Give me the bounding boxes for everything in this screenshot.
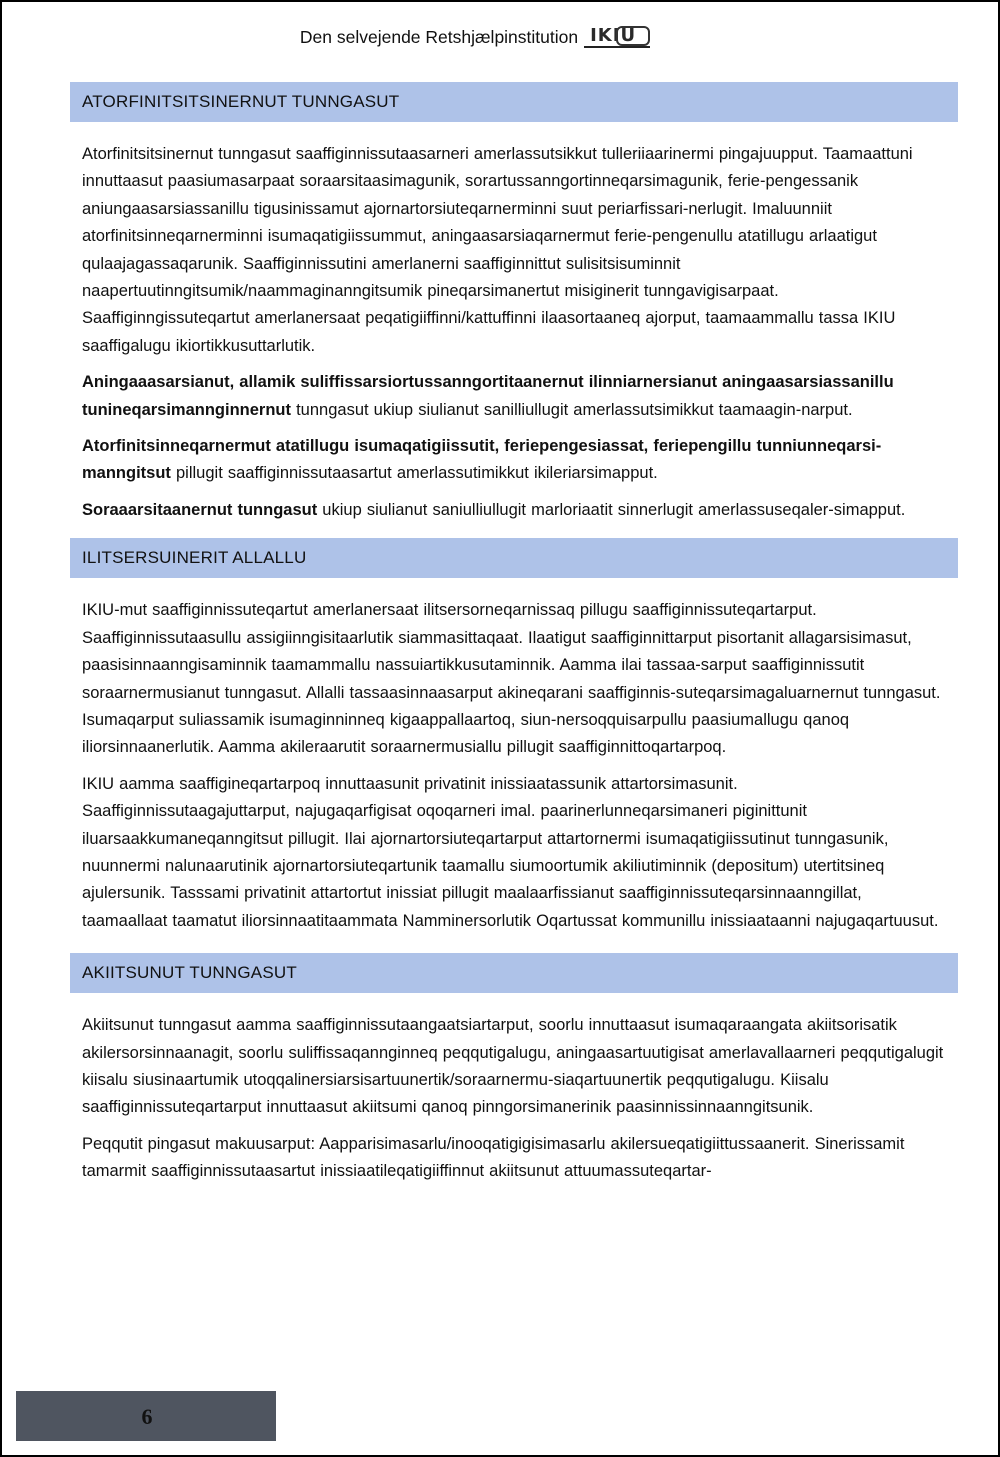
paragraph xyxy=(70,433,958,488)
paragraph: IKIU-mut saaffiginnissuteqartut amerlanersaat ilitsersorneqarnissaq pillugu saaffiginnissuteqartarput. Saaffiginnissutaasullu assigiinngisitaarlutik siammasittaqaat. Ilaatigut saaffiginnittarput pisortanit allagarsisimasut, paasisinnaanngisaminnik taamammallu nassuiartikkusutaminnik. Aamma ilai tassaa-sarput saaffiginnissutit soraarnermusianut tunngasut. Allalli tassaasinnaasarput akineqarani saaffiginnis-suteqarsimagaluarnernut tunngasut. Isumaqarput suliassamik isumaginninneq kigaappallaartoq, siun-nersoqquisarpullu paasiumallugu qanoq iliorsinnaanerlutik. Aamma akileraarutit soraarnermusiallu pillugit saaffiginnittoqartarpoq. xyxy=(82,601,941,757)
section-heading-ilitsersuinerit: ILITSERSUINERIT ALLALLU xyxy=(70,538,958,578)
section-heading-atorfinitsitsinernut: ATORFINITSITSINERNUT TUNNGASUT xyxy=(70,82,958,122)
paragraph xyxy=(70,497,958,524)
paragraph-text: tunngasut ukiup siulianut sanilliullugit amerlassutsimikkut taamaagin-narput. xyxy=(291,400,853,419)
page-header xyxy=(0,26,1000,48)
paragraph-text: ukiup siulianut saniulliullugit marloriaatit sinnerlugit amerlassuseqaler-simapput. xyxy=(317,500,906,519)
paragraph-text: pillugit saaffiginnissutaasartut amerlassutimikkut ikileriarsimapput. xyxy=(170,464,658,483)
bold-lead: Soraaarsitaanernut tunngasut xyxy=(82,500,318,519)
page-number: 6 xyxy=(141,1404,153,1429)
logo-text: IKIU xyxy=(590,25,637,46)
ikiu-logo xyxy=(584,26,650,48)
main-content xyxy=(70,82,958,1186)
bold-lead: Aningaaasarsianut, allamik suliffissarsiortussanngortitaanernut ilinniarnersianut aningaasarsiassanillu tunineqarsimannginnernut xyxy=(82,373,894,419)
header-title: Den selvejende Retshjælpinstitution xyxy=(299,27,579,47)
section-heading-akiitsunut: AKIITSUNUT TUNNGASUT xyxy=(70,953,958,993)
bold-lead: Atorfinitsinneqarnermut atatillugu isumaqatigiissutit, feriepengesiassat, feriepengillu tunniunneqarsi-manngitsut xyxy=(82,437,882,483)
paragraph: IKIU aamma saaffigineqartarpoq innuttaasunit privatinit inissiaatassunik attartorsimasunit. Saaffiginnissutaagajuttarput, najugaqarfigisat oqoqarneri imal. paarinerlunneqarsimaneri piginittunit iluarsaakkumaneqanngitsut pillugit. Ilai ajornartorsiuteqartarput attartornermi isumaqatigiissutinut tunngasunik, nuunnermi nalunaarutinik ajornartorsiuteqartunik taamallu siumoortumik akiliutiminnik (depositum) utertitsineq ajulersunik. Tasssami privatinit attartortut inissiat pillugit maalaarfissianut saaffiginnissuteqarsinnaanngillat, taamaallaat taamatut iliorsinnaatitaammata Namminersorlutik Oqartussat kommunillu inissiaataanni najugaqartuusut. xyxy=(82,774,939,930)
paragraph xyxy=(70,369,958,424)
paragraph: Akiitsunut tunngasut aamma saaffiginnissutaangaatsiartarput, soorlu innuttaasut isumaqaraangata akiitsorisatik akilersorsinnaanagit, soorlu suliffissaqannginneq peqqutigalugu, aningaasartuutigisat amerlavallaarneri peqqutigalugit kiisalu siusinaartumik utoqqalinersiarsisartuunertik/soraarnermu-siaqartuunertik peqqutigalugu. Kiisalu saaffiginnissuteqartarput innuttaasut akiitsumi qanoq pinngorsimanerinik paasinnissinnaanngitsunik. xyxy=(82,1016,944,1117)
paragraph: Peqqutit pingasut makuusarput: Aapparisimasarlu/inooqatigigisimasarlu akilersueqatigiittussaanerit. Sinerissamit tamarmit saaffiginnissutaasartut inissiaatileqatigiiffinnut akiitsunut attuumassuteqartar- xyxy=(82,1134,905,1181)
paragraph: Atorfinitsitsinernut tunngasut saaffiginnissutaasarneri amerlassutsikkut tulleriiaarinermi pingajuupput. Taamaattuni innuttaasut paasiumasarpaat soraarsitaasimagunik, sorartussanngortinneqarsimagunik, ferie-pengessanik aniungaasarsiassanillu tigusinissamut ajornartorsiuteqarnerminni suut periarfissari-nerlugit. Imaluunniit atorfinitsinneqarnerminni isumaqatigiissummut, aningaasarsiaqarnermut ferie-pengenullu atatillugu arlaatigut qulaajagassaqarunik. Saaffiginnissutini amerlanerni saaffiginnittut sulisitsisuminnit naapertuutinngitsumik/naammaginanngitsumik pineqarsimanertut misiginerit tunngavigisarpaat. Saaffiginngissuteqartut amerlanersaat peqatigiiffinni/kattuffinni ilaasortaaneq ajorput, taamaammallu tassa IKIU saaffigalugu ikiortikkusuttarlutik. xyxy=(82,145,913,355)
